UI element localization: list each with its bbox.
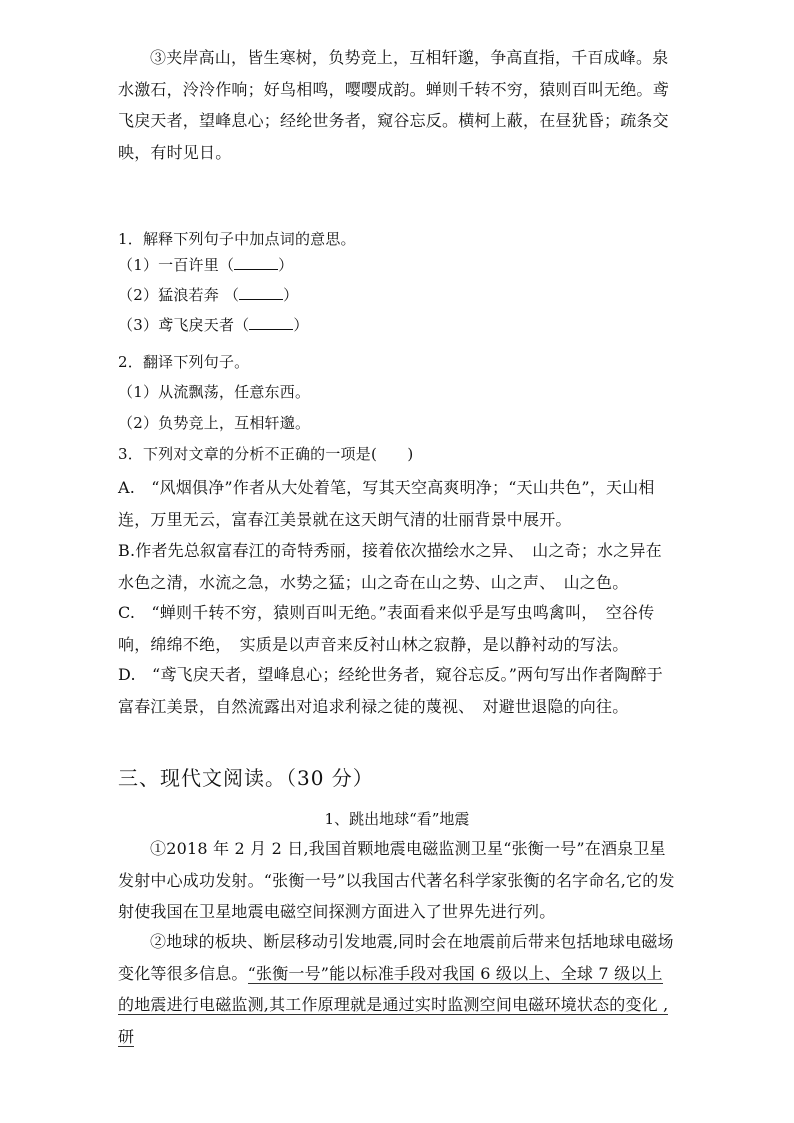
item-number: （3） (118, 316, 159, 334)
item-text: 一百许里 (158, 256, 219, 274)
question-1-item-3 (118, 314, 309, 335)
item-text: 鸢飞戾天者 (158, 316, 235, 334)
close-paren: ） (283, 286, 299, 304)
close-paren: ） (293, 316, 309, 334)
paragraph-2-underlined: “张衡一号”能以标准手段对我国 6 级以上、全球 7 级以上的地震进行电磁监测,其工作原理就是通过实时监测空间电磁环境状态的变化 ,研 (118, 963, 669, 1046)
answer-blank[interactable] (249, 317, 293, 330)
question-2-stem: 2．翻译下列句子。 (118, 353, 250, 371)
section-3-title: 三、现代文阅读。（30 分） (118, 766, 374, 790)
close-paren: ） (278, 256, 294, 274)
question-1-stem: 1．解释下列句子中加点词的意思。 (118, 230, 356, 248)
question-3-option-a: A. “风烟俱净”作者从大处着笔，写其天空高爽明净；“天山共色”，天山相连，万里无云，富春江美景就在这天朗气清的壮丽背景中展开。 (118, 478, 655, 529)
question-1-item-1 (118, 254, 293, 275)
item-number: （1） (118, 256, 159, 274)
open-paren: （ (234, 316, 250, 334)
article-title: 1、跳出地球“看”地震 (324, 810, 470, 828)
open-paren: （ (223, 286, 240, 304)
item-number: （2） (118, 286, 159, 304)
paragraph-2-plain: ②地球的板块、断层移动引发地震,同时会在地震前后带来包括地球电磁场变化等很多信息。 (118, 932, 674, 983)
article-paragraph-2 (118, 926, 678, 1052)
answer-blank[interactable] (234, 257, 278, 270)
question-3-option-d: D. “鸢飞戾天者，望峰息心；经纶世务者，窥谷忘反。”两句写出作者陶醉于富春江美景，自然流露出对追求利禄之徒的蔑视、 对避世退隐的向往。 (118, 665, 663, 716)
article-paragraph-1: ①2018 年 2 月 2 日,我国首颗地震电磁监测卫星“张衡一号”在酒泉卫星发射中心成功发射。“张衡一号”以我国古代著名科学家张衡的名字命名,它的发射使我国在卫星地震电磁空间探测方面进入了世界先进行列。 (118, 839, 675, 921)
open-paren: （ (218, 256, 235, 274)
item-text: 猛浪若奔 (158, 286, 224, 304)
question-1-item-2 (118, 284, 298, 305)
answer-blank[interactable] (239, 287, 283, 300)
question-3-option-c: C. “蝉则千转不穷，猿则百叫无绝。”表面看来似乎是写虫鸣禽叫， 空谷传响，绵绵不绝， 实质是以声音来反衬山林之寂静，是以静衬动的写法。 (118, 603, 655, 654)
question-2-item-1: （1）从流飘荡，任意东西。 (118, 383, 311, 401)
question-3-stem: 3．下列对文章的分析不正确的一项是( ) (118, 445, 414, 463)
passage-paragraph-3: ③夹岸高山，皆生寒树，负势竞上，互相轩邈，争高直指，千百成峰。泉水激石，泠泠作响；好鸟相鸣，嘤嘤成韵。蝉则千转不穷，猿则百叫无绝。鸢飞戾天者，望峰息心；经纶世务者，窥谷忘反。横柯上蔽，在昼犹昏；疏条交映，有时见日。 (118, 48, 669, 162)
question-3-option-b: B.作者先总叙富春江的奇特秀丽，接着依次描绘水之异、 山之奇；水之异在水色之清，水流之急，水势之猛；山之奇在山之势、山之声、 山之色。 (118, 541, 662, 592)
question-2-item-2: （2）负势竞上，互相轩邈。 (118, 414, 311, 432)
